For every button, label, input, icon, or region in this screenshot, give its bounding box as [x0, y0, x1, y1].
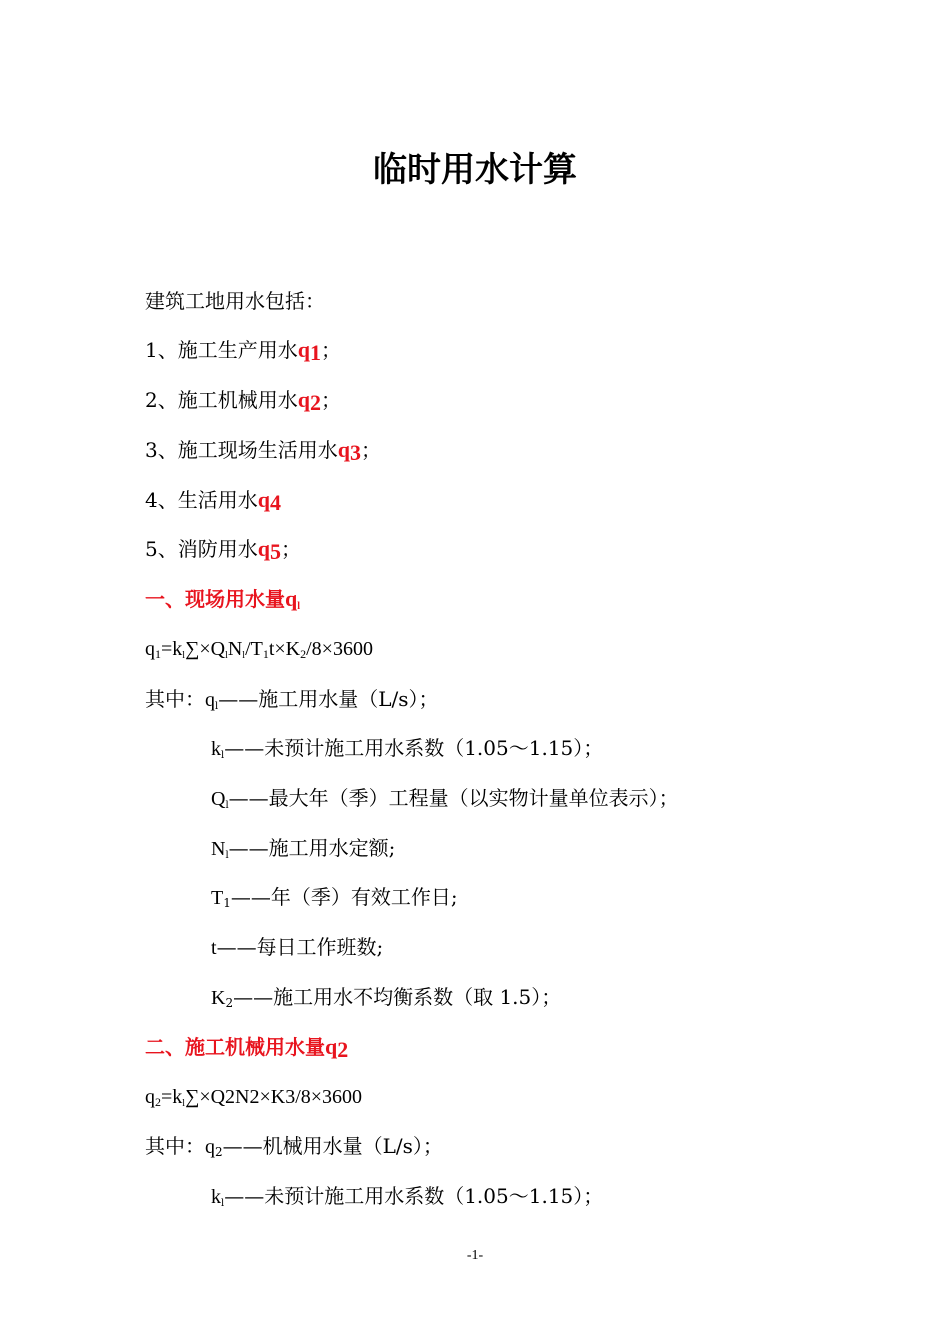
section-heading-1: 一、现场用水量$q_l$: [145, 586, 301, 612]
definition-row: $k_l——$未预计施工用水系数（1.05～1.15）；: [211, 1184, 604, 1209]
list-item: 4、生活用水$q_4$: [145, 487, 281, 515]
list-item: 5、消防用水$q_5$；: [145, 536, 301, 564]
list-item: 3、施工现场生活用水$q_3$；: [145, 437, 381, 465]
definition-row: $N_l——$施工用水定额;: [211, 836, 396, 861]
page-number: -1-: [466, 1248, 484, 1263]
formula-q2: $q_2=k_l\sum\times Q2N2\times K3/8\times 3600$: [145, 1086, 363, 1109]
formula-q1: $q_1=k_l\sum\times Q_lN_l/T_1t\times K_2/8\times 3600$: [145, 638, 373, 661]
list-item: 1、施工生产用水$q_1$；: [145, 337, 341, 365]
definition-row: t——每日工作班数;: [211, 935, 384, 959]
list-item: 2、施工机械用水$q_2$；: [145, 387, 341, 415]
definition-row: $k_l——$未预计施工用水系数（1.05～1.15）；: [211, 736, 604, 761]
page-title: 临时用水计算: [373, 150, 577, 190]
definition-row: $K_2——$施工用水不均衡系数（取 1.5）；: [211, 985, 562, 1010]
definition-row: $T_1——$年（季）有效工作日;: [211, 885, 458, 910]
definition-row: 其中：$q_2——$机械用水量（L/s）；: [145, 1134, 443, 1159]
section-heading-2: 二、施工机械用水量$q_2$: [145, 1034, 349, 1062]
intro-text: 建筑工地用水包括：: [145, 289, 325, 313]
definition-row: 其中：$q_l——$施工用水量（L/s）；: [145, 687, 439, 712]
definition-row: $Q_l——$最大年（季）工程量（以实物计量单位表示）；: [211, 786, 679, 811]
